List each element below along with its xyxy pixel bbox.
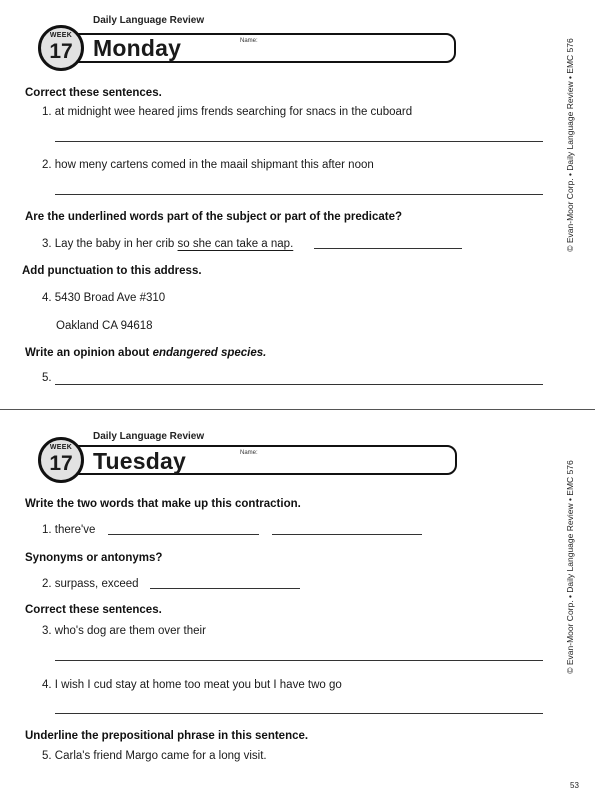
monday-instruction-3: Add punctuation to this address.: [22, 265, 202, 277]
tuesday-week-label: WEEK: [49, 444, 73, 451]
tuesday-item-5: 5. Carla's friend Margo came for a long visit.: [42, 750, 267, 762]
tuesday-name-label: Name:: [240, 450, 258, 456]
tuesday-instruction-3: Correct these sentences.: [25, 604, 162, 616]
monday-item-3-text: 3. Lay the baby in her crib: [42, 238, 175, 250]
monday-instruction-4-topic: endangered species.: [152, 347, 267, 359]
monday-instruction-2: Are the underlined words part of the subject or part of the predicate?: [25, 211, 402, 223]
monday-item-4-line-2: Oakland CA 94618: [56, 320, 153, 332]
tuesday-answer-line-3[interactable]: [55, 660, 543, 661]
section-divider: [0, 409, 595, 410]
tuesday-item-4: 4. I wish I cud stay at home too meat you but I have two go: [42, 679, 342, 691]
monday-item-5: 5.: [42, 372, 52, 384]
tuesday-day-title: Tuesday: [93, 448, 187, 474]
monday-week-label: WEEK: [49, 32, 73, 39]
monday-answer-line-2[interactable]: [55, 194, 543, 195]
tuesday-week-badge: [38, 437, 84, 483]
monday-item-4-line-1: 4. 5430 Broad Ave #310: [42, 292, 166, 304]
monday-item-1: 1. at midnight wee heared jims frends searching for snacs in the cuboard: [42, 106, 413, 118]
monday-item-2: 2. how meny cartens comed in the maail shipmant this after noon: [42, 159, 374, 171]
side-credit-top: © Evan-Moor Corp. • Daily Language Review • EMC 576: [565, 38, 575, 252]
monday-series-title: Daily Language Review: [93, 15, 205, 26]
monday-week-badge: [38, 25, 84, 71]
monday-answer-line-1[interactable]: [55, 141, 543, 142]
tuesday-instruction-2: Synonyms or antonyms?: [25, 552, 163, 564]
monday-answer-line-5[interactable]: [55, 384, 543, 385]
monday-instruction-4-text: Write an opinion about: [25, 347, 150, 359]
page-number: 53: [570, 781, 579, 790]
monday-week-number: 17: [49, 40, 73, 63]
monday-item-3-underlined: so she can take a nap.: [177, 238, 294, 250]
tuesday-instruction-1: Write the two words that make up this contraction.: [25, 498, 301, 510]
tuesday-item-2: 2. surpass, exceed: [42, 578, 139, 590]
tuesday-series-title: Daily Language Review: [93, 431, 205, 442]
tuesday-week-number: 17: [49, 452, 73, 475]
tuesday-item-3: 3. who's dog are them over their: [42, 625, 206, 637]
monday-day-title: Monday: [93, 35, 182, 61]
monday-answer-line-3[interactable]: [314, 248, 462, 249]
monday-name-label: Name:: [240, 38, 258, 44]
tuesday-answer-line-4[interactable]: [55, 713, 543, 714]
monday-instruction-1: Correct these sentences.: [25, 87, 162, 99]
tuesday-answer-line-1b[interactable]: [272, 534, 422, 535]
tuesday-answer-line-1a[interactable]: [108, 534, 259, 535]
tuesday-instruction-4: Underline the prepositional phrase in this sentence.: [25, 730, 309, 742]
tuesday-item-1: 1. there've: [42, 524, 96, 536]
monday-item-3: [42, 238, 293, 250]
monday-instruction-4: [25, 347, 266, 359]
side-credit-bottom: © Evan-Moor Corp. • Daily Language Review • EMC 576: [565, 460, 575, 674]
tuesday-answer-line-2[interactable]: [150, 588, 300, 589]
